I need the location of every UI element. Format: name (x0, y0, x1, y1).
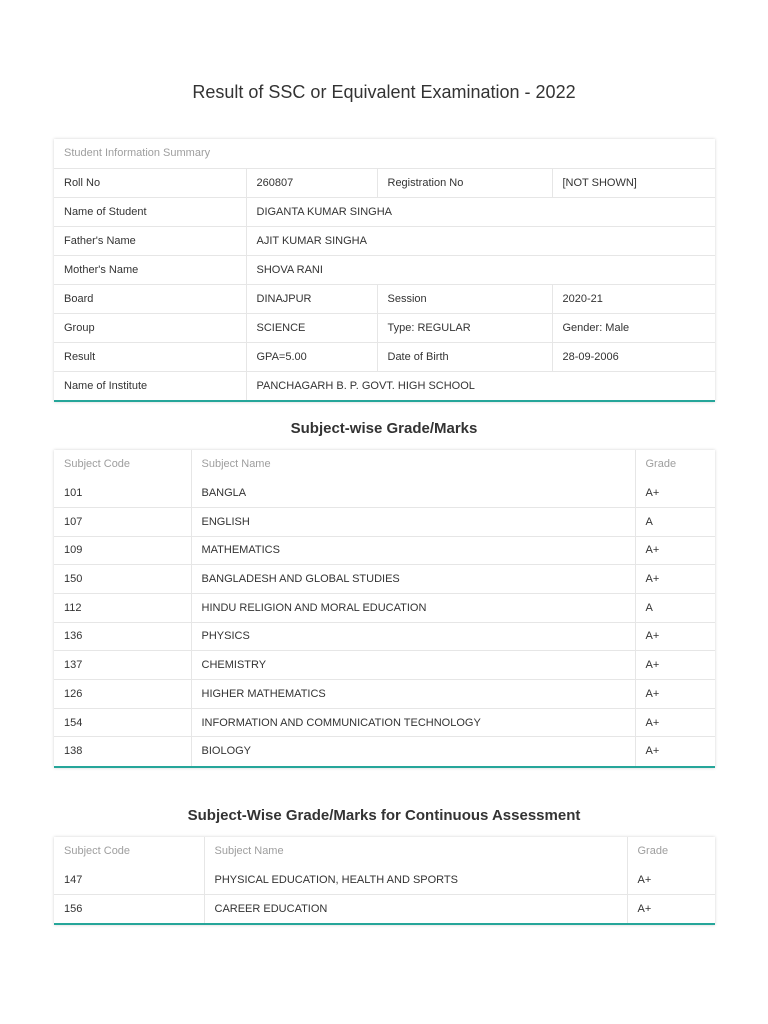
father-name-value: AJIT KUMAR SINGHA (246, 226, 715, 255)
subject-name-cell: BIOLOGY (191, 737, 635, 766)
mother-name-label: Mother's Name (54, 255, 246, 284)
page-title: Result of SSC or Equivalent Examination - 2022 (192, 82, 576, 103)
continuous-assessment-heading: Subject-Wise Grade/Marks for Continuous Assessment (187, 807, 581, 824)
subject-grades-card (54, 450, 715, 768)
student-summary-card (54, 139, 715, 402)
table-row (54, 680, 715, 709)
subject-code-cell: 156 (54, 894, 204, 923)
summary-row (54, 168, 715, 197)
table-row (54, 737, 715, 766)
student-name-label: Name of Student (54, 197, 246, 226)
subject-code-cell: 154 (54, 708, 191, 737)
grade-cell: A (635, 507, 715, 536)
subject-grades-table (54, 450, 715, 766)
col-subject-name: Subject Name (204, 837, 627, 866)
subject-name-cell: PHYSICS (191, 622, 635, 651)
summary-row (54, 371, 715, 400)
summary-row (54, 255, 715, 284)
mother-name-value: SHOVA RANI (246, 255, 715, 284)
session-value: 2020-21 (552, 284, 715, 313)
board-label: Board (54, 284, 246, 313)
result-label: Result (54, 342, 246, 371)
group-label: Group (54, 313, 246, 342)
subject-code-cell: 109 (54, 536, 191, 565)
subject-code-cell: 126 (54, 680, 191, 709)
grade-cell: A+ (627, 894, 715, 923)
type-value: Type: REGULAR (377, 313, 552, 342)
roll-label: Roll No (54, 168, 246, 197)
subject-name-cell: PHYSICAL EDUCATION, HEALTH AND SPORTS (204, 866, 627, 895)
grade-cell: A+ (635, 479, 715, 508)
grade-cell: A+ (635, 680, 715, 709)
summary-heading: Student Information Summary (64, 147, 211, 160)
col-subject-code: Subject Code (64, 458, 131, 471)
subject-code-cell: 112 (54, 593, 191, 622)
subject-code-cell: 136 (54, 622, 191, 651)
summary-heading-row (54, 139, 715, 168)
subject-name-cell: ENGLISH (191, 507, 635, 536)
grade-cell: A+ (635, 565, 715, 594)
father-name-label: Father's Name (54, 226, 246, 255)
table-row (54, 708, 715, 737)
summary-row (54, 342, 715, 371)
subject-code-cell: 147 (64, 873, 83, 886)
table-row (54, 565, 715, 594)
result-value: GPA=5.00 (246, 342, 377, 371)
table-row (54, 622, 715, 651)
subject-name-cell: BANGLADESH AND GLOBAL STUDIES (191, 565, 635, 594)
institute-label: Name of Institute (54, 371, 246, 400)
student-summary-table (54, 139, 715, 400)
subject-name-cell: MATHEMATICS (191, 536, 635, 565)
col-grade: Grade (635, 450, 715, 479)
subject-name-cell: CHEMISTRY (191, 651, 635, 680)
table-row (54, 866, 715, 895)
registration-value: [NOT SHOWN] (552, 168, 715, 197)
summary-row (54, 226, 715, 255)
grade-cell: A+ (635, 536, 715, 565)
table-row (54, 507, 715, 536)
grade-cell: A+ (635, 622, 715, 651)
group-value: SCIENCE (246, 313, 377, 342)
institute-value: PANCHAGARH B. P. GOVT. HIGH SCHOOL (246, 371, 715, 400)
col-subject-name: Subject Name (191, 450, 635, 479)
continuous-assessment-table (54, 837, 715, 923)
grade-cell: A+ (635, 737, 715, 766)
grade-cell: A+ (635, 708, 715, 737)
board-value: DINAJPUR (246, 284, 377, 313)
grade-cell: A (635, 593, 715, 622)
registration-label: Registration No (377, 168, 552, 197)
subject-name-cell: HIGHER MATHEMATICS (191, 680, 635, 709)
student-name-value: DIGANTA KUMAR SINGHA (246, 197, 715, 226)
gender-value: Gender: Male (552, 313, 715, 342)
summary-row (54, 284, 715, 313)
subject-grades-header-row (54, 450, 715, 479)
grade-cell: A+ (627, 866, 715, 895)
subject-code-cell: 150 (54, 565, 191, 594)
subject-code-cell: 107 (54, 507, 191, 536)
table-row (54, 593, 715, 622)
subject-name-cell: HINDU RELIGION AND MORAL EDUCATION (191, 593, 635, 622)
subject-name-cell: CAREER EDUCATION (204, 894, 627, 923)
col-subject-code: Subject Code (64, 845, 131, 858)
grade-cell: A+ (635, 651, 715, 680)
continuous-assessment-header-row (54, 837, 715, 866)
subject-code-cell: 101 (64, 486, 83, 499)
dob-label: Date of Birth (377, 342, 552, 371)
subject-code-cell: 137 (54, 651, 191, 680)
continuous-assessment-card (54, 837, 715, 925)
subject-name-cell: BANGLA (191, 479, 635, 508)
table-row (54, 479, 715, 508)
dob-value: 28-09-2006 (552, 342, 715, 371)
subject-name-cell: INFORMATION AND COMMUNICATION TECHNOLOGY (191, 708, 635, 737)
roll-value: 260807 (246, 168, 377, 197)
subject-grades-heading: Subject-wise Grade/Marks (290, 420, 478, 437)
table-row (54, 536, 715, 565)
session-label: Session (377, 284, 552, 313)
table-row (54, 894, 715, 923)
table-row (54, 651, 715, 680)
subject-code-cell: 138 (54, 737, 191, 766)
summary-row (54, 197, 715, 226)
summary-row (54, 313, 715, 342)
col-grade: Grade (627, 837, 715, 866)
